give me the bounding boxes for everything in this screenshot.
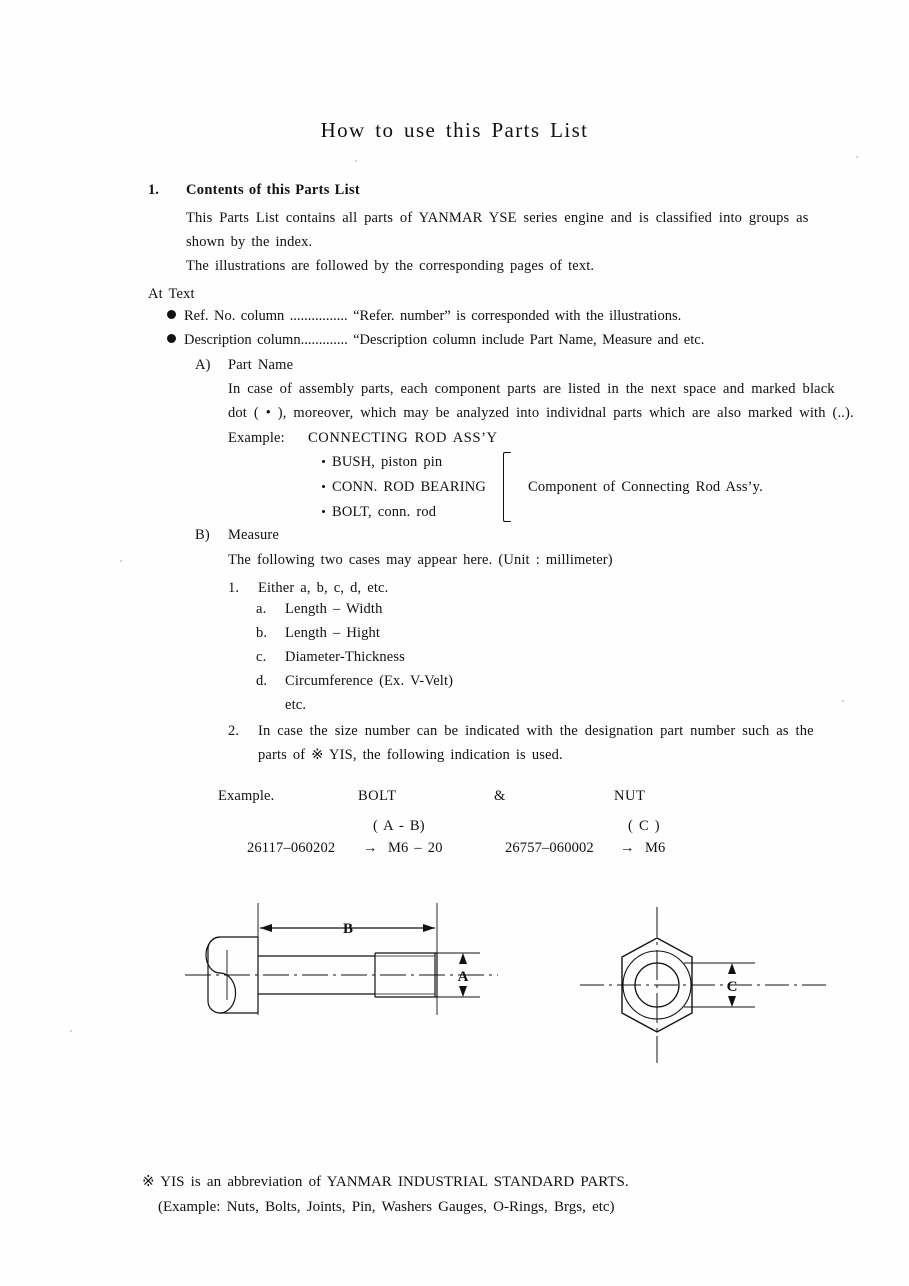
bullet-dot-icon bbox=[167, 334, 176, 343]
component-item-1-label: CONN. ROD BEARING bbox=[332, 479, 486, 495]
measure-item-b-text: Length – Hight bbox=[285, 625, 381, 641]
example2-nut-size: M6 bbox=[645, 840, 666, 856]
example2-ampersand: & bbox=[494, 788, 506, 804]
measure-item-a-label: a. bbox=[256, 601, 267, 617]
brace-caption: Component of Connecting Rod Ass’y. bbox=[528, 479, 763, 495]
bullet-dot-icon bbox=[167, 310, 176, 319]
c-arrow-top bbox=[728, 963, 736, 974]
b-arrow-right bbox=[423, 924, 435, 932]
section-1-para2: The illustrations are followed by the corresponding pages of text. bbox=[186, 258, 595, 274]
section-1-number: 1. bbox=[148, 182, 159, 198]
example2-bolt-key: ( A - B) bbox=[373, 818, 425, 834]
component-item-2-label: BOLT, conn. rod bbox=[332, 504, 437, 520]
bolt-diagram bbox=[180, 895, 500, 1040]
b-arrow-left bbox=[260, 924, 272, 932]
footer-line-1: ※ YIS is an abbreviation of YANMAR INDUSTRIAL STANDARD PARTS. bbox=[142, 1174, 629, 1190]
section-1-para1-line1: This Parts List contains all parts of YANMAR YSE series engine and is classified into groups as bbox=[186, 210, 809, 226]
scan-speck bbox=[842, 700, 844, 702]
page-title: How to use this Parts List bbox=[320, 118, 589, 142]
at-text-bullet-ref-no bbox=[167, 308, 681, 325]
part-name-line1: In case of assembly parts, each component parts are listed in the next space and marked black bbox=[228, 381, 835, 397]
example2-nut-key: ( C ) bbox=[628, 818, 660, 834]
section-1-para1-line2: shown by the index. bbox=[186, 234, 313, 250]
at-text-bullet-description bbox=[167, 332, 704, 349]
a-arrow-bottom bbox=[459, 986, 467, 997]
scan-speck bbox=[70, 1030, 72, 1032]
c-arrow-bottom bbox=[728, 996, 736, 1007]
measure-intro: The following two cases may appear here. (Unit : millimeter) bbox=[228, 552, 613, 568]
example2-bolt-title: BOLT bbox=[358, 788, 397, 804]
footer-line-2: (Example: Nuts, Bolts, Joints, Pin, Washers Gauges, O-Rings, Brgs, etc) bbox=[158, 1199, 615, 1215]
bolt-dim-b-label: B bbox=[342, 921, 354, 937]
measure-heading: Measure bbox=[228, 527, 279, 543]
measure-item-d-text: Circumference (Ex. V-Velt) bbox=[285, 673, 454, 689]
example2-nut-number: 26757–060002 bbox=[505, 840, 594, 856]
measure-item-c-label: c. bbox=[256, 649, 267, 665]
nut-diagram bbox=[580, 895, 870, 1075]
component-item-1 bbox=[322, 479, 486, 496]
example2-nut-title: NUT bbox=[614, 788, 646, 804]
measure-marker: B) bbox=[195, 527, 210, 543]
bolt-dim-a-label: A bbox=[457, 969, 469, 985]
measure-item-b-label: b. bbox=[256, 625, 268, 641]
example2-bolt-arrow: → bbox=[363, 840, 378, 856]
component-dot-icon bbox=[322, 460, 325, 463]
component-brace bbox=[503, 452, 511, 522]
component-item-2 bbox=[322, 504, 436, 521]
example2-bolt-number: 26117–060202 bbox=[247, 840, 336, 856]
component-item-0 bbox=[322, 454, 442, 471]
example2-bolt-size: M6 – 20 bbox=[388, 840, 443, 856]
measure-case2-line1: In case the size number can be indicated with the designation part number such as the bbox=[258, 723, 814, 739]
component-dot-icon bbox=[322, 510, 325, 513]
part-name-heading: Part Name bbox=[228, 357, 294, 373]
example2-label: Example. bbox=[218, 788, 275, 804]
measure-item-d-label: d. bbox=[256, 673, 268, 689]
part-name-marker: A) bbox=[195, 357, 211, 373]
component-dot-icon bbox=[322, 485, 325, 488]
nut-dim-c-label: C bbox=[726, 979, 738, 995]
scan-speck bbox=[856, 156, 858, 158]
part-name-example-label: Example: bbox=[228, 430, 285, 446]
measure-case1-text: Either a, b, c, d, etc. bbox=[258, 580, 389, 596]
measure-item-c-text: Diameter-Thickness bbox=[285, 649, 405, 665]
measure-case2-line2: parts of ※ YIS, the following indication is used. bbox=[258, 747, 563, 763]
at-text-label: At Text bbox=[148, 286, 195, 302]
at-text-bullet-0-label: Ref. No. column ................ “Refer. number” is corresponded with the illustrations. bbox=[184, 308, 682, 324]
at-text-bullet-1-label: Description column............. “Description column include Part Name, Measure and etc. bbox=[184, 332, 705, 348]
measure-item-a-text: Length – Width bbox=[285, 601, 383, 617]
measure-item-etc: etc. bbox=[285, 697, 307, 713]
component-item-0-label: BUSH, piston pin bbox=[332, 454, 443, 470]
measure-case2-number: 2. bbox=[228, 723, 240, 739]
assembly-part-name: CONNECTING ROD ASS’Y bbox=[308, 430, 498, 446]
a-arrow-top bbox=[459, 953, 467, 964]
scan-speck bbox=[120, 560, 122, 562]
scan-speck bbox=[355, 160, 357, 162]
section-1-heading: Contents of this Parts List bbox=[186, 182, 361, 198]
measure-case1-number: 1. bbox=[228, 580, 240, 596]
example2-nut-arrow: → bbox=[620, 840, 635, 856]
part-name-line2: dot ( • ), moreover, which may be analyzed into individnal parts which are also marked with (..). bbox=[228, 405, 854, 421]
